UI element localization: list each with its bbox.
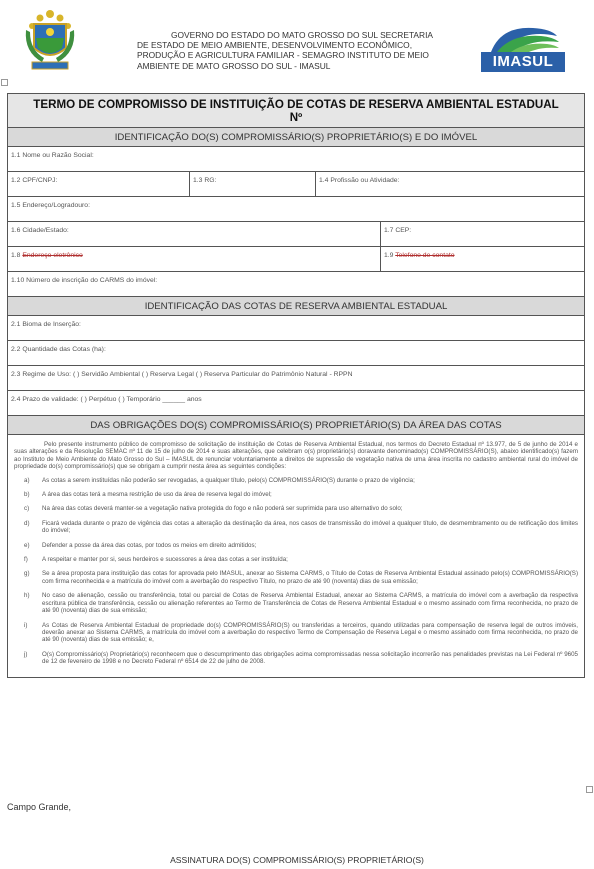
commitment-form	[7, 93, 585, 678]
obligation-item	[14, 520, 578, 535]
gov-line-4: AMBIENTE DE MATO GROSSO DO SUL - IMASUL	[137, 60, 331, 71]
obligation-text: Se a área proposta para instituição das cotas for aprovada pelo IMASUL, anexar ao Sistema CARMS, o Título de Cotas de Reserva Ambiental Estadual assinado pelo(s) COMPROMISSÁRIO(S) com firma reconhecida e a matrícula do imóvel com a averbação do respectivo Título, no prazo de até 90 (noventa) dias de sua emissão;	[42, 570, 578, 585]
field-city-state[interactable]: 1.6 Cidade/Estado:	[8, 222, 381, 246]
page-corner-marker	[586, 786, 593, 793]
field-row	[8, 197, 584, 222]
section-header-quotas: IDENTIFICAÇÃO DAS COTAS DE RESERVA AMBIENTAL ESTADUAL	[8, 297, 584, 316]
field-row	[8, 272, 584, 297]
obligation-item	[14, 477, 578, 484]
obligation-text: Ficará vedada durante o prazo de vigência das cotas a alteração da destinação da área, nos casos de transmissão do imóvel a qualquer título, de desmembramento ou de retificação dos limites do imóvel;	[42, 519, 578, 535]
obligation-letter: c)	[24, 505, 30, 513]
government-header-text	[137, 30, 477, 71]
obligations-text	[8, 435, 584, 677]
field-phone[interactable]	[381, 247, 584, 271]
obligation-text: Defender a posse da área das cotas, por todos os meios em direito admitidos;	[42, 541, 257, 549]
field-phone-label: Telefone de contato	[395, 252, 455, 259]
place-date-line: Campo Grande,	[7, 802, 72, 812]
field-profession[interactable]: 1.4 Profissão ou Atividade:	[319, 177, 400, 184]
field-email-label: Endereço eletrônico	[22, 252, 83, 259]
imasul-wave-icon	[481, 22, 565, 54]
field-row	[8, 222, 584, 247]
obligation-letter: a)	[24, 476, 30, 484]
obligation-letter: f)	[24, 556, 28, 564]
field-rg[interactable]: 1.3 RG:	[190, 172, 316, 196]
gov-line-1: GOVERNO DO ESTADO DO MATO GROSSO DO SUL SECRETARIA	[171, 30, 433, 40]
field-row	[8, 247, 584, 272]
obligation-text: Na área das cotas deverá manter-se a vegetação nativa protegida do fogo e não poderá ser suprimida para uso alternativo do solo;	[42, 505, 403, 513]
form-title	[8, 94, 584, 128]
field-use-regime[interactable]: 2.3 Regime de Uso: ( ) Servidão Ambiental ( ) Reserva Legal ( ) Reserva Particular do Patrimônio Natural - RPPN	[11, 371, 353, 378]
document-header	[0, 0, 594, 90]
field-cep[interactable]: 1.7 CEP:	[384, 227, 412, 234]
field-row	[8, 341, 584, 366]
obligation-item	[14, 542, 578, 549]
field-validity[interactable]: 2.4 Prazo de validade: ( ) Perpétuo ( ) Temporário ______ anos	[11, 396, 202, 403]
obligation-letter: e)	[24, 541, 30, 549]
obligation-letter: b)	[24, 491, 30, 499]
obligation-item	[14, 491, 578, 498]
obligation-letter: g)	[24, 570, 30, 578]
form-title-line-1: TERMO DE COMPROMISSO DE INSTITUIÇÃO DE COTAS DE RESERVA AMBIENTAL ESTADUAL	[33, 98, 559, 111]
field-carms[interactable]: 1.10 Número de inscrição do CARMS do imóvel:	[11, 277, 158, 284]
signature-label: ASSINATURA DO(S) COMPROMISSÁRIO(S) PROPRIETÁRIO(S)	[170, 855, 424, 865]
field-row	[8, 316, 584, 341]
obligation-text: As cotas a serem instituídas não poderão ser revogadas, a qualquer título, pelo(s) COMPROMISSÁRIO(S) durante o prazo de vigência;	[42, 476, 415, 484]
obligation-item	[14, 622, 578, 644]
obligation-text: As Cotas de Reserva Ambiental Estadual de propriedade do(s) COMPROMISSÁRIO(S) ou transferidas a terceiros, quando utilizadas para compensação de reserva legal de outros imóveis, deverão anexar ao Sistema CARMS, a matrícula do imóvel com a averbação do respectivo Termo de Compensação de Reserva Legal e o mesmo assinado com firma reconhecida, no prazo de até 90 (noventa) dias de sua emissão; e,	[42, 621, 578, 644]
obligation-letter: h)	[24, 592, 30, 600]
obligation-text: A área das cotas terá a mesma restrição de uso da área de reserva legal do imóvel;	[42, 491, 272, 499]
obligation-text: O(s) Compromissário(s) Proprietário(s) reconhecem que o descumprimento das obrigações acima compromissadas nessa solicitação incorrerão nas penalidades previstas na Lei Federal nº 9605 de 12 de fevereiro de 1998 e no Decreto Federal nº 6514 de 22 de julho de 2008.	[42, 650, 578, 666]
field-phone-number: 1.9	[384, 252, 394, 259]
page-corner-marker	[1, 79, 8, 86]
obligation-letter: j)	[24, 650, 28, 658]
obligation-letter: i)	[24, 621, 28, 629]
field-name[interactable]: 1.1 Nome ou Razão Social:	[11, 152, 94, 159]
obligation-item	[14, 570, 578, 585]
gov-line-2: DE ESTADO DE MEIO AMBIENTE, DESENVOLVIMENTO ECONÔMICO,	[137, 40, 413, 51]
form-title-line-2: Nº	[289, 111, 303, 124]
obligation-item	[14, 592, 578, 614]
field-address[interactable]: 1.5 Endereço/Logradouro:	[11, 202, 90, 209]
section-header-identification: IDENTIFICAÇÃO DO(S) COMPROMISSÁRIO(S) PROPRIETÁRIO(S) E DO IMÓVEL	[8, 128, 584, 147]
field-row	[8, 147, 584, 172]
obligation-text: No caso de alienação, cessão ou transferência, total ou parcial de Cotas de Reserva Ambiental Estadual, anexar ao Sistema CARMS, a matrícula do imóvel com a averbação da respectiva escritura pública de transferência, cessão ou alienação referentes ao Termo de Transferência de Cotas de Reserva Ambiental Estadual e o mesmo assinado com firma reconhecida, no prazo de até 90 (noventa) dias de sua emissão;	[42, 592, 578, 615]
gov-line-3: PRODUÇÃO E AGRICULTURA FAMILIAR - SEMAGRO INSTITUTO DE MEIO	[137, 50, 429, 61]
obligation-item	[14, 651, 578, 666]
field-row	[8, 391, 584, 416]
section-header-obligations: DAS OBRIGAÇÕES DO(S) COMPROMISSÁRIO(S) PROPRIETÁRIO(S) DA ÁREA DAS COTAS	[8, 416, 584, 435]
imasul-logo	[481, 22, 565, 72]
obligation-item	[14, 505, 578, 512]
field-email[interactable]	[8, 247, 381, 271]
imasul-logo-text: IMASUL	[481, 52, 565, 72]
obligations-intro: Pelo presente instrumento público de compromisso de solicitação de instituição de Cotas de Reserva Ambiental Estadual, nos termos do Decreto Estadual nº 13.977, de 5 de junho de 2014 e suas alterações e da Resolução SEMAC nº 11 de 15 de julho de 2014 e suas alterações, que celebram o(s) proprietário(s) doravante denominado(s) COMPROMISSÁRIO(S), abaixo identificado(s) fazem ao Instituto de Meio Ambiente do Mato Grosso do Sul – IMASUL de renunciar voluntariamente a direitos de supressão de vegetação nativa de uma área inscrita no cadastro ambiental rural do imóvel de propriedade do(s) compromissário(s) que se obrigam a cumprir nesta área as seguintes condições:	[14, 441, 578, 471]
state-coat-of-arms-icon	[22, 8, 78, 72]
field-email-number: 1.8	[11, 252, 21, 259]
field-row	[8, 172, 584, 197]
field-cpf-cnpj[interactable]: 1.2 CPF/CNPJ:	[8, 172, 190, 196]
field-quota-quantity[interactable]: 2.2 Quantidade das Cotas (ha):	[11, 346, 106, 353]
field-biome[interactable]: 2.1 Bioma de Inserção:	[11, 321, 81, 328]
obligation-text: A respeitar e manter por si, seus herdeiros e sucessores a área das cotas a ser instituída;	[42, 556, 288, 564]
field-row	[8, 366, 584, 391]
obligation-item	[14, 556, 578, 563]
obligation-letter: d)	[24, 519, 30, 527]
